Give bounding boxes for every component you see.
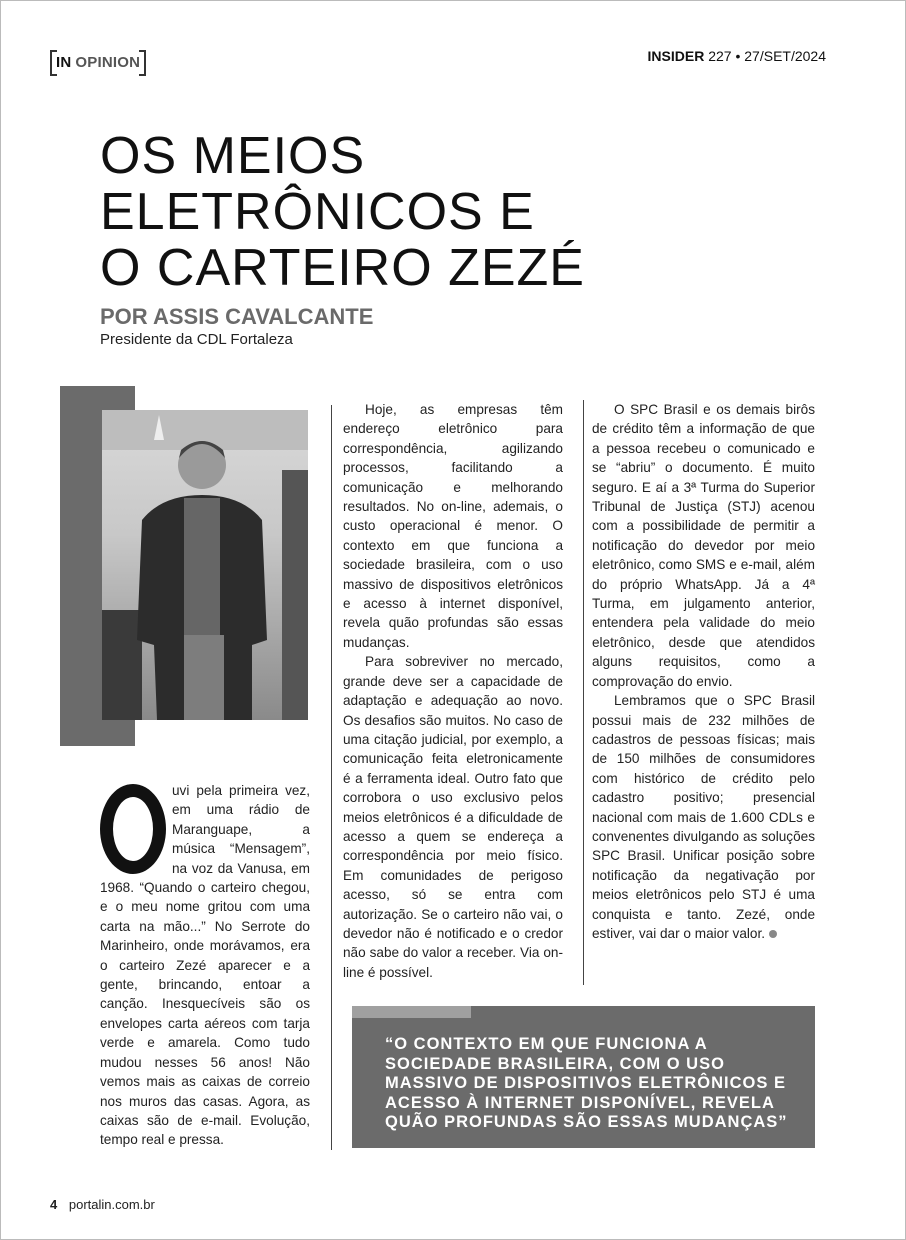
paragraph: Hoje, as empresas têm endereço eletrônico para correspondência, agilizando processos, facilitando a comunicação e melhorando resultados. No on-line, ademais, o custo operacional é menor. O contexto em que funciona a sociedade brasileira, com o uso massivo de dispositivos eletrônicos e acesso à internet disponível, revela quão profundas são essas mudanças. xyxy=(343,402,563,650)
pull-quote: “O CONTEXTO EM QUE FUNCIONA A SOCIEDADE BRASILEIRA, COM O USO MASSIVO DE DISPOSITIVOS ELETRÔNICOS E ACESSO À INTERNET DISPONÍVEL, REVELA QUÃO PROFUNDAS SÃO ESSAS MUDANÇAS” xyxy=(385,1035,788,1131)
paragraph-text: Lembramos que o SPC Brasil possui mais de 232 milhões de cadastros de pessoas físicas; mais de 150 milhões de consumidores com histórico de crédito pelo cadastro positivo; presencial nacional com mais de 1.600 CDLs e convenentes divulgando as soluções SPC Brasil. Unificar posição sobre notificação da negativação por meios eletrônicos pelo STJ é uma conquista e tanto. Zezé, onde estiver, vai dar o maior valor. xyxy=(592,693,815,941)
article-title xyxy=(100,128,585,296)
section-tag xyxy=(50,50,146,74)
title-line: O CARTEIRO ZEZÉ xyxy=(100,239,585,297)
article-column-2 xyxy=(343,400,563,982)
author-role: Presidente da CDL Fortaleza xyxy=(100,331,293,348)
article-column-1 xyxy=(100,781,310,1150)
author-photo xyxy=(102,410,308,720)
issue-info xyxy=(648,48,826,64)
article-column-3 xyxy=(592,400,815,943)
section-tag-opinion: OPINION xyxy=(75,53,141,71)
section-tag-in: IN xyxy=(56,53,72,71)
footer xyxy=(50,1197,155,1212)
bracket-right xyxy=(139,50,146,76)
column-divider-1 xyxy=(331,405,332,1150)
paragraph: Para sobreviver no mercado, grande deve ser a capacidade de adaptação e adequação ao novo. Os desafios são muitos. No caso de uma citação judicial, por exemplo, a comunicação feita eletronicamente é a ferramenta ideal. Outro fato que corrobora o uso exclusivo pelos meios eletrônicos é a dificuldade de acesso a quem se endereça a correspondência por meio físico. Em comunidades de perigoso acesso, só se entra com autorização. Se o carteiro não vai, o devedor não é notificado e o credor não sabe do valor a receber. Via on-line é possível. xyxy=(343,654,563,980)
column-divider-2 xyxy=(583,400,584,985)
paragraph: uvi pela primeira vez, em uma rádio de Maranguape, a música “Mensagem”, na voz da Vanusa, em 1968. “Quando o carteiro chegou, e o meu nome gritou com uma carta na mão...” No Serrote do Marinheiro, onde morávamos, era o carteiro Zezé aparecer e a gente, brincando, entoar a canção. Inesquecíveis são os envelopes carta aéreos com tarja verde e amarela. Como tudo mudou nesses 56 anos! Não vemos mais as caixas de correio nos muros das casas. Agora, as caixas são de e-mail. Evolução, tempo real e pressa. xyxy=(100,783,310,1148)
byline: POR ASSIS CAVALCANTE xyxy=(100,304,374,329)
bracket-left xyxy=(50,50,57,76)
end-mark-icon xyxy=(769,930,777,938)
paragraph xyxy=(592,691,815,943)
paragraph: O SPC Brasil e os demais birôs de crédito têm a informação de que a pessoa recebeu o comunicado e se “abriu” o documento. É muito seguro. E aí a 3ª Turma do Superior Tribunal de Justiça (STJ) acenou com a possibilidade de permitir a notificação do devedor por meio eletrônico, como SMS e e-mail, além do próprio WhatsApp. Já a 4ª Turma, em julgamento anterior, entendera pela validade do meio eletrônico, desde que atendidos alguns requisitos, como a comprovação do envio. xyxy=(592,402,815,689)
page-number: 4 xyxy=(50,1197,58,1212)
issue-brand: INSIDER xyxy=(647,48,705,64)
dropcap-o xyxy=(100,784,166,874)
issue-number-date: 227 • 27/SET/2024 xyxy=(708,48,826,64)
author-photo-illustration xyxy=(102,410,308,720)
title-line: OS MEIOS xyxy=(100,127,366,185)
footer-site: portalin.com.br xyxy=(68,1197,155,1212)
title-line: ELETRÔNICOS E xyxy=(100,183,535,241)
pull-quote-accent-strip xyxy=(352,1006,471,1018)
